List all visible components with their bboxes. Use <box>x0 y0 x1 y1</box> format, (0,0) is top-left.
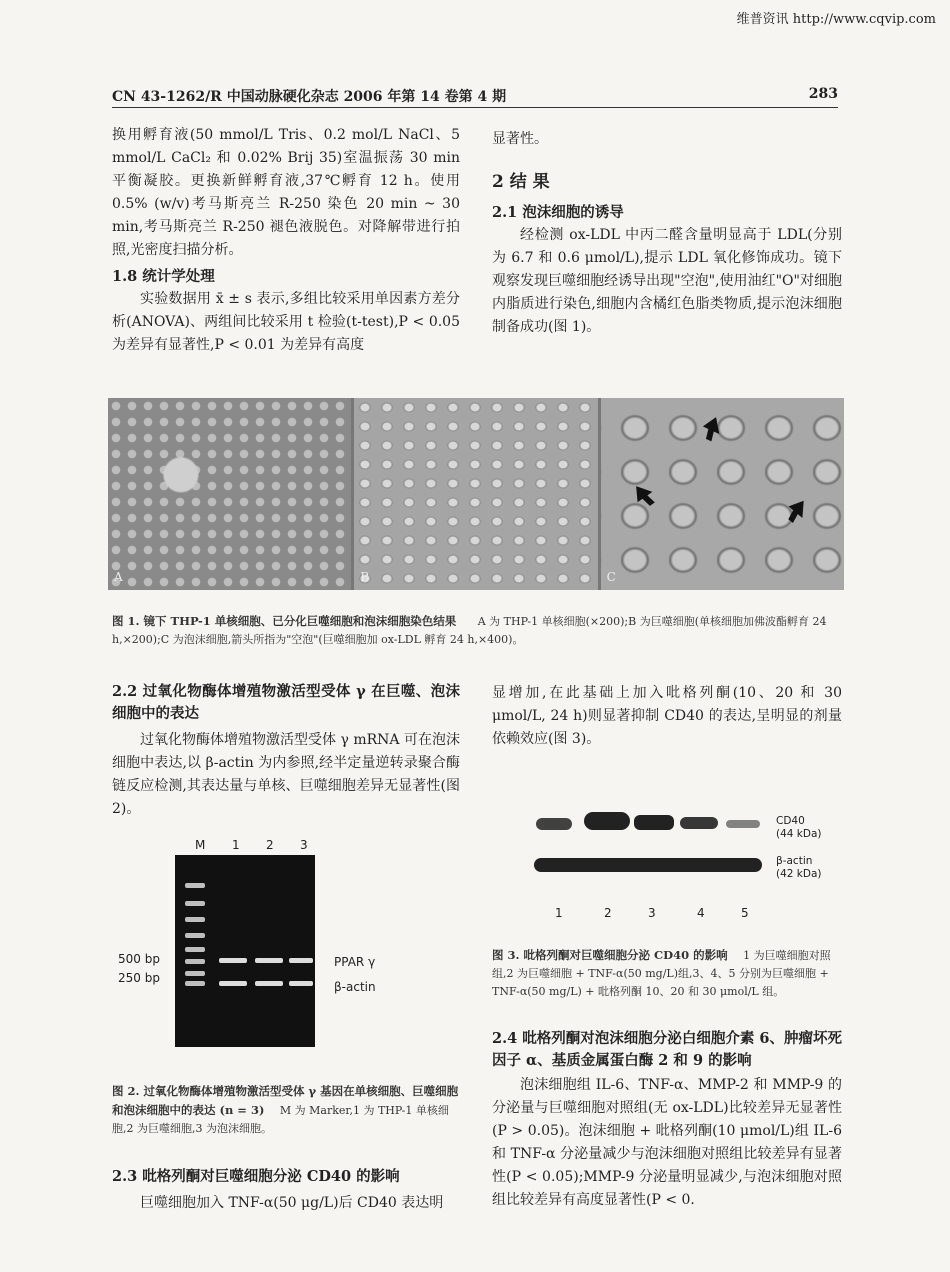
section-heading: 2.3 吡格列酮对巨噬细胞分泌 CD40 的影响 <box>112 1168 400 1185</box>
caption-title: 图 2. 过氧化物酶体增殖物激活型受体 γ 基因在单核细胞、巨噬细胞和泡沫细胞中的表达 (n = 3) <box>112 1084 459 1117</box>
cd40-band <box>634 815 674 830</box>
journal-header: CN 43-1262/R 中国动脉硬化杂志 2006 年第 14 卷第 4 期 <box>112 89 507 105</box>
left-bottom-column <box>112 1166 460 1215</box>
section-heading: 2 结 果 <box>492 172 550 192</box>
western-blot <box>530 806 770 878</box>
agarose-gel <box>175 855 315 1047</box>
caption-text: M 为 Marker,1 为 THP-1 单核细胞,2 为巨噬细胞,3 为泡沫细胞。 <box>112 1104 449 1135</box>
watermark: 维普资讯 http://www.cqvip.com <box>736 12 936 27</box>
wb-band-label: β-actin <box>776 855 813 867</box>
cd40-band <box>680 817 718 829</box>
paragraph: 巨噬细胞加入 TNF-α(50 μg/L)后 CD40 表达明 <box>140 1195 444 1211</box>
pparg-band <box>255 958 283 963</box>
gel-lane-label: 2 <box>266 838 274 852</box>
arrow-icon <box>782 496 811 526</box>
marker-band <box>185 933 205 938</box>
section-heading: 2.4 吡格列酮对泡沫细胞分泌白细胞介素 6、肿瘤坏死因子 α、基质金属蛋白酶 2 和 9 的影响 <box>492 1030 842 1069</box>
micrograph-panel-a <box>108 398 351 590</box>
gel-lane-label: 1 <box>232 838 240 852</box>
right-top-column <box>492 128 842 339</box>
wb-lane-label: 2 <box>604 906 612 920</box>
actin-band <box>534 858 762 872</box>
wb-lane-label: 1 <box>555 906 563 920</box>
marker-band <box>185 917 205 922</box>
wb-band-label: CD40 <box>776 815 805 827</box>
figure1-micrographs <box>108 398 844 590</box>
micrograph-panel-c <box>601 398 844 590</box>
cd40-band <box>726 820 760 828</box>
paragraph: 经检测 ox-LDL 中丙二醛含量明显高于 LDL(分别为 6.7 和 0.6 μmol/L),提示 LDL 氧化修饰成功。镜下观察发现巨噬细胞经诱导出现"空泡",使用油红"O"对细胞内脂质进行染色,细胞内含橘红色脂类物质,提示泡沫细胞制备成功(图 1)。 <box>492 227 842 335</box>
panel-label: C <box>606 570 616 584</box>
figure3-caption <box>492 946 848 1001</box>
caption-title: 图 3. 吡格列酮对巨噬细胞分泌 CD40 的影响 <box>492 948 728 962</box>
caption-text: 1 为巨噬细胞对照组,2 为巨噬细胞 + TNF-α(50 mg/L)组,3、4、5 分别为巨噬细胞 + TNF-α(50 mg/L) + 吡格列酮 10、20 和 30 μmol/L 组。 <box>492 949 831 998</box>
gel-band-label: PPAR γ <box>334 955 376 969</box>
actin-band <box>289 981 313 986</box>
wb-lane-label: 5 <box>741 906 749 920</box>
wb-label-group <box>776 815 822 841</box>
left-mid-column <box>112 681 460 821</box>
left-top-column <box>112 124 460 357</box>
gel-lane-label: 3 <box>300 838 308 852</box>
cd40-band <box>584 812 630 830</box>
paragraph: 实验数据用 x̄ ± s 表示,多组比较采用单因素方差分析(ANOVA)、两组间比较采用 t 检验(t-test),P < 0.05 为差异有显著性,P < 0.01 为差异有高度 <box>112 291 460 353</box>
marker-band <box>185 981 205 986</box>
section-heading: 2.2 过氧化物酶体增殖物激活型受体 γ 在巨噬、泡沫细胞中的表达 <box>112 683 460 722</box>
marker-size-label: 500 bp <box>118 952 160 966</box>
right-bottom-column <box>492 1028 842 1212</box>
pparg-band <box>219 958 247 963</box>
marker-size-label: 250 bp <box>118 971 160 985</box>
wb-label-group <box>776 855 822 881</box>
paragraph: 换用孵育液(50 mmol/L Tris、0.2 mol/L NaCl、5 mmol/L CaCl₂ 和 0.02% Brij 35)室温振荡 30 min 平衡凝胶。更换新鲜孵育液,37℃孵育 12 h。使用 0.5% (w/v)考马斯亮兰 R-250 染色 20 min ~ 30 min,考马斯亮兰 R-250 褪色液脱色。对降解带进行拍照,光密度扫描分析。 <box>112 127 460 258</box>
paragraph: 显增加,在此基础上加入吡格列酮(10、20 和 30 μmol/L, 24 h)则显著抑制 CD40 的表达,呈明显的剂量依赖效应(图 3)。 <box>492 685 842 747</box>
figure1-caption <box>112 612 850 649</box>
wb-lane-label: 3 <box>648 906 656 920</box>
marker-band <box>185 959 205 964</box>
right-mid-column <box>492 682 842 751</box>
paragraph: 显著性。 <box>492 131 548 147</box>
header-rule <box>112 107 838 108</box>
marker-band <box>185 901 205 906</box>
gel-band-label: β-actin <box>334 980 376 994</box>
panel-label: A <box>114 570 123 584</box>
gel-lane-label: M <box>195 838 206 852</box>
wb-band-label: (42 kDa) <box>776 868 822 880</box>
paragraph: 泡沫细胞组 IL-6、TNF-α、MMP-2 和 MMP-9 的分泌量与巨噬细胞对照组(无 ox-LDL)比较差异无显著性(P > 0.05)。泡沫细胞 + 吡格列酮(10 μmol/L)组 IL-6 和 TNF-α 分泌量减少与泡沫细胞对照组比较差异有显著性(P < 0.05);MMP-9 分泌量明显减少,与泡沫细胞对照组比较差异有高度显著性(P < 0. <box>492 1077 842 1208</box>
wb-band-label: (44 kDa) <box>776 828 822 840</box>
panel-label: B <box>360 570 370 584</box>
figure2-caption <box>112 1082 460 1138</box>
section-heading: 2.1 泡沫细胞的诱导 <box>492 204 624 221</box>
marker-band <box>185 947 205 952</box>
section-heading: 1.8 统计学处理 <box>112 268 215 285</box>
caption-text: A 为 THP-1 单核细胞(×200);B 为巨噬细胞(单核细胞加佛波酯孵育 24 h,×200);C 为泡沫细胞,箭头所指为"空泡"(巨噬细胞加 ox-LDL 孵育 24 h,×400)。 <box>112 615 827 646</box>
wb-lane-label: 4 <box>697 906 705 920</box>
micrograph-panel-b <box>354 398 597 590</box>
cd40-band <box>536 818 572 830</box>
arrow-icon <box>629 480 658 510</box>
arrows-overlay <box>601 398 841 590</box>
caption-title: 图 1. 镜下 THP-1 单核细胞、已分化巨噬细胞和泡沫细胞染色结果 <box>112 614 457 628</box>
marker-band <box>185 971 205 976</box>
page-number: 283 <box>808 86 838 102</box>
marker-band <box>185 883 205 888</box>
paragraph: 过氧化物酶体增殖物激活型受体 γ mRNA 可在泡沫细胞中表达,以 β-actin 为内参照,经半定量逆转录聚合酶链反应检测,其表达量与单核、巨噬细胞差异无显著性(图 2)。 <box>112 732 460 817</box>
actin-band <box>255 981 283 986</box>
arrow-icon <box>698 414 724 443</box>
actin-band <box>219 981 247 986</box>
pparg-band <box>289 958 313 963</box>
